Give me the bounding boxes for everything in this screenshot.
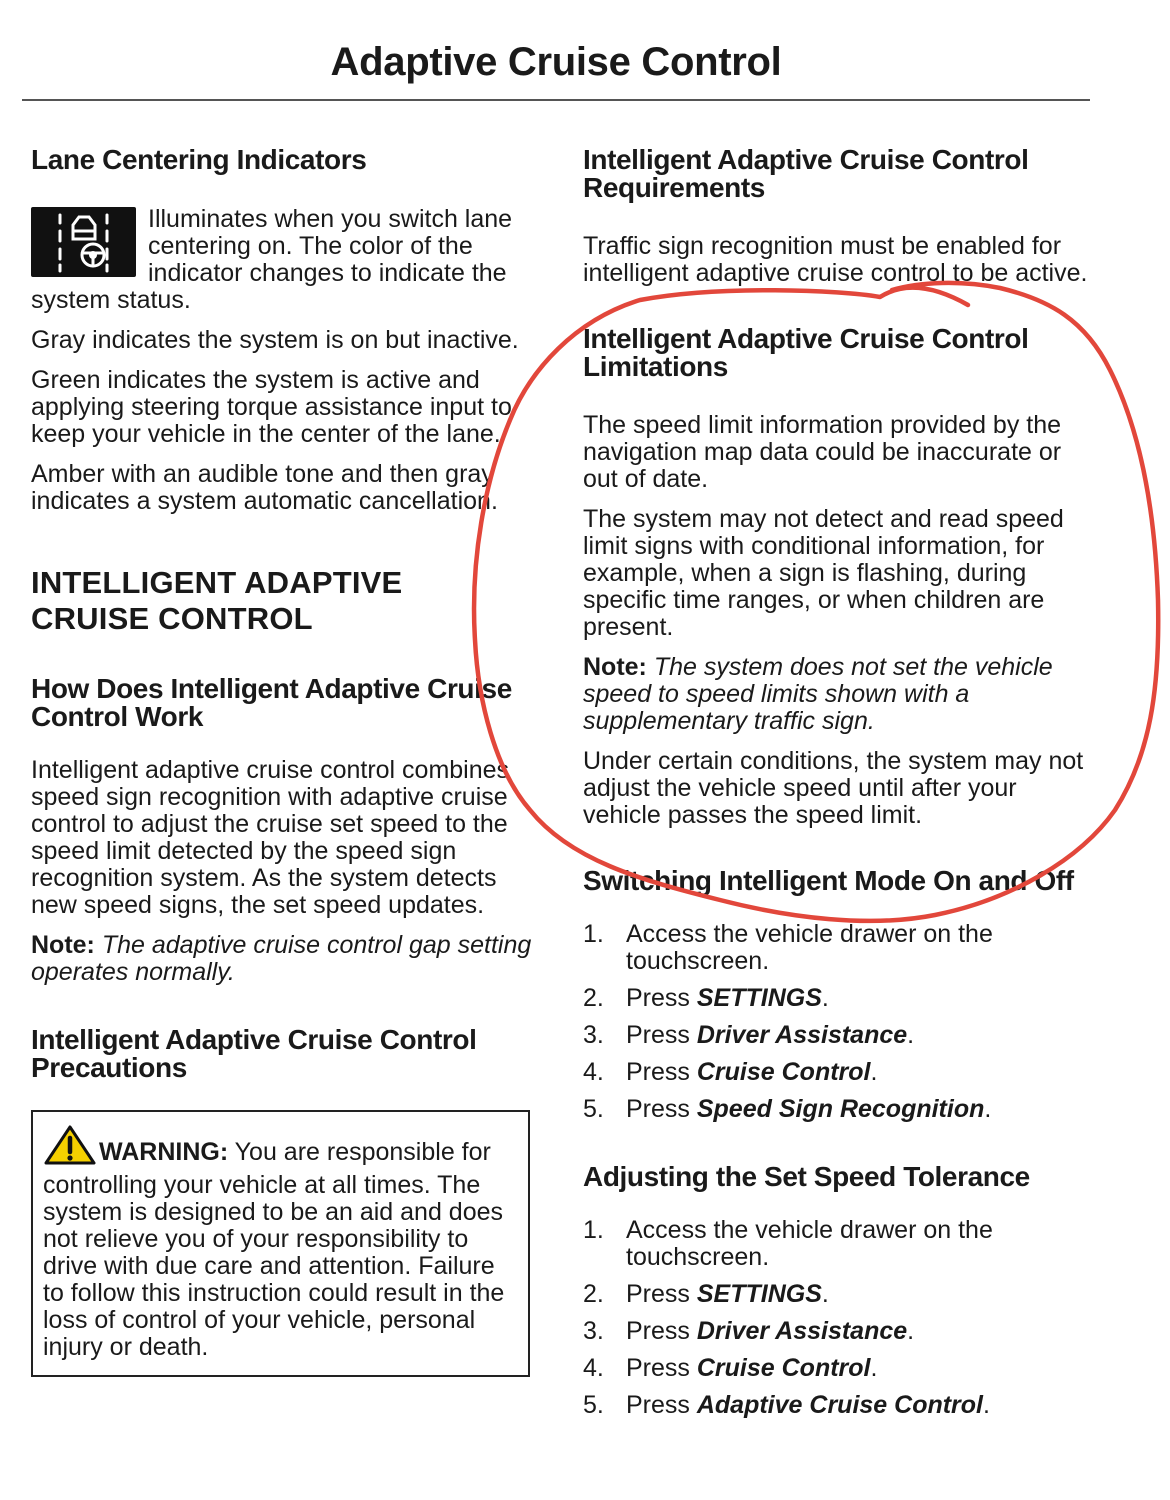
warning-triangle-icon bbox=[43, 1124, 97, 1172]
lane-centering-indicator-icon bbox=[31, 207, 136, 277]
limitations-note bbox=[583, 654, 1088, 735]
green-status-text: Green indicates the system is active and applying steering torque assistance input to keep your vehicle in the center of the lane. bbox=[31, 366, 512, 448]
warning-text: You are responsible for controlling your vehicle at all times. The system is designed to be an aid and does not relieve you of your responsibility to drive with due care and attention. Failure to follow this instruction could result in the loss of control of your vehicle, personal injury or death. bbox=[43, 1138, 505, 1361]
list-item: 1. Access the vehicle drawer on the touchscreen. bbox=[583, 1216, 993, 1271]
list-item: 1. Access the vehicle drawer on the touchscreen. bbox=[583, 920, 993, 975]
switching-steps bbox=[583, 921, 1088, 1123]
list-item: 2. Press SETTINGS. bbox=[583, 984, 829, 1012]
tolerance-heading: Adjusting the Set Speed Tolerance bbox=[583, 1161, 1030, 1192]
list-item: 3. Press Driver Assistance. bbox=[583, 1021, 915, 1049]
limitations-heading: Intelligent Adaptive Cruise Control Limitations bbox=[583, 323, 1029, 382]
lane-centering-heading: Lane Centering Indicators bbox=[31, 144, 367, 175]
note-text: The system does not set the vehicle speed to speed limits shown with a supplementary traffic sign. bbox=[583, 653, 1053, 735]
limitations-p2: The system may not detect and read speed limit signs with conditional information, for example, when a sign is flashing, during specific time ranges, or when children are present. bbox=[583, 505, 1064, 641]
right-column bbox=[583, 146, 1088, 1419]
note-text: The adaptive cruise control gap setting operates normally. bbox=[31, 931, 532, 986]
note-label: Note: bbox=[583, 653, 647, 681]
list-item: 5. Press Speed Sign Recognition. bbox=[583, 1095, 992, 1123]
list-item: 3. Press Driver Assistance. bbox=[583, 1317, 915, 1345]
requirements-body: Traffic sign recognition must be enabled for intelligent adaptive cruise control to be active. bbox=[583, 232, 1088, 287]
switching-heading: Switching Intelligent Mode On and Off bbox=[583, 865, 1074, 896]
list-item: 5. Press Adaptive Cruise Control. bbox=[583, 1391, 990, 1419]
gray-status-text: Gray indicates the system is on but inactive. bbox=[31, 326, 519, 354]
warning-box bbox=[31, 1110, 530, 1377]
page-title: Adaptive Cruise Control bbox=[330, 40, 782, 84]
section-title: INTELLIGENT ADAPTIVE CRUISE CONTROL bbox=[31, 565, 403, 636]
warning-label: WARNING: bbox=[99, 1138, 229, 1166]
list-item: 2. Press SETTINGS. bbox=[583, 1280, 829, 1308]
requirements-heading: Intelligent Adaptive Cruise Control Requirements bbox=[583, 144, 1029, 203]
how-works-heading: How Does Intelligent Adaptive Cruise Control Work bbox=[31, 673, 512, 732]
limitations-p3: Under certain conditions, the system may not adjust the vehicle speed until after your vehicle passes the speed limit. bbox=[583, 747, 1084, 829]
list-item: 4. Press Cruise Control. bbox=[583, 1058, 878, 1086]
left-column bbox=[31, 146, 534, 1377]
list-item: 4. Press Cruise Control. bbox=[583, 1354, 878, 1382]
indicator-description bbox=[31, 206, 534, 314]
title-divider bbox=[22, 99, 1090, 101]
note-label: Note: bbox=[31, 931, 95, 959]
indicator-text: Illuminates when you switch lane centering on. The color of the indicator changes to indicate the system status. bbox=[31, 206, 513, 314]
amber-status-text: Amber with an audible tone and then gray indicates a system automatic cancellation. bbox=[31, 460, 498, 515]
precautions-heading: Intelligent Adaptive Cruise Control Precautions bbox=[31, 1024, 477, 1083]
how-works-body: Intelligent adaptive cruise control combines speed sign recognition with adaptive cruise control to adjust the cruise set speed to the speed limit detected by the speed sign recognition system. As the system detects new speed signs, the set speed updates. bbox=[31, 756, 510, 919]
how-works-note bbox=[31, 932, 534, 986]
tolerance-steps bbox=[583, 1217, 1088, 1419]
limitations-p1: The speed limit information provided by the navigation map data could be inaccurate or out of date. bbox=[583, 411, 1062, 493]
warning-paragraph bbox=[43, 1124, 518, 1361]
